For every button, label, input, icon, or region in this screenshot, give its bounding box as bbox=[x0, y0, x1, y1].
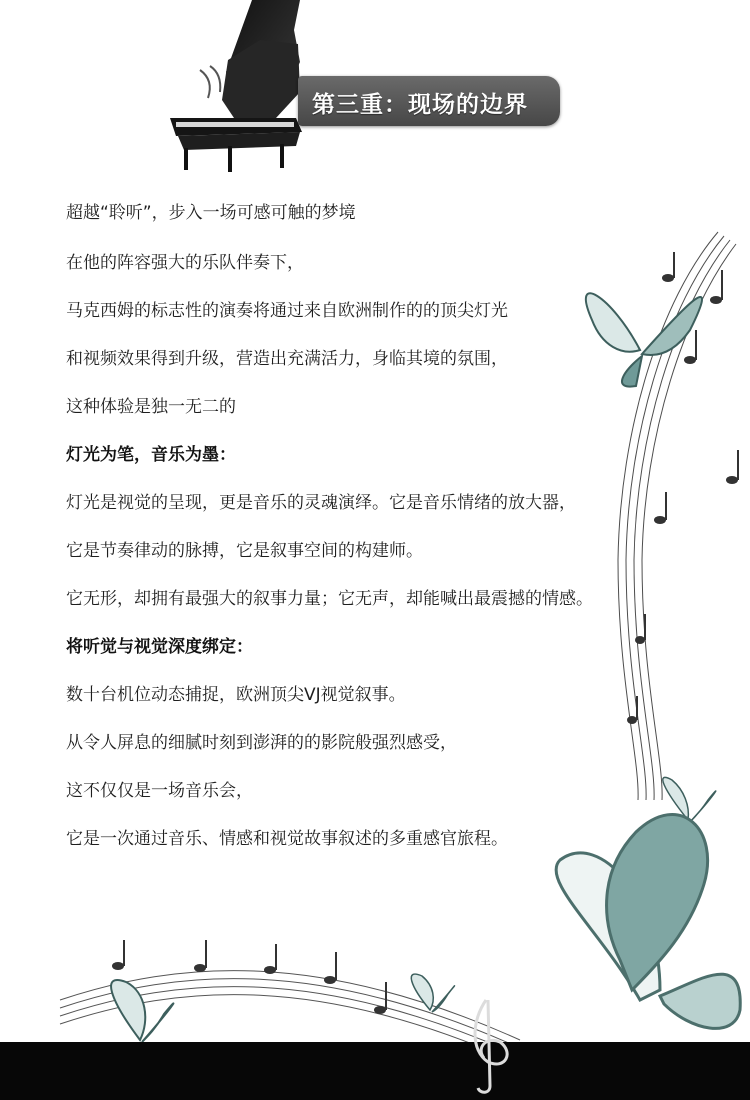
text-line: 灯光是视觉的呈现，更是音乐的灵魂演绎。它是音乐情绪的放大器， bbox=[66, 493, 576, 513]
text-line: 它是节奏律动的脉搏，它是叙事空间的构建师。 bbox=[66, 541, 423, 561]
butterfly-icon bbox=[411, 974, 454, 1012]
text-line: 数十台机位动态捕捉，欧洲顶尖VJ视觉叙事。 bbox=[66, 685, 406, 705]
bottom-band bbox=[0, 1042, 750, 1100]
text-line: 马克西姆的标志性的演奏将通过来自欧洲制作的的顶尖灯光 bbox=[66, 301, 508, 321]
butterfly-icon bbox=[111, 980, 173, 1042]
text-line: 它无形，却拥有最强大的叙事力量；它无声，却能喊出最震撼的情感。 bbox=[66, 589, 593, 609]
text-line: 这不仅仅是一场音乐会， bbox=[66, 781, 253, 801]
butterfly-icon bbox=[556, 814, 740, 1028]
subheading: 将听觉与视觉深度绑定： bbox=[66, 637, 253, 657]
section-title: 第三重：现场的边界 bbox=[312, 92, 528, 118]
text-line: 在他的阵容强大的乐队伴奏下， bbox=[66, 253, 304, 273]
section-banner bbox=[298, 76, 560, 126]
subheading: 灯光为笔，音乐为墨： bbox=[66, 445, 236, 465]
grand-piano-icon bbox=[170, 0, 302, 172]
text-line: 和视频效果得到升级，营造出充满活力，身临其境的氛围， bbox=[66, 349, 508, 369]
text-line: 这种体验是独一无二的 bbox=[66, 397, 236, 417]
text-line: 超越“聆听”，步入一场可感可触的梦境 bbox=[66, 203, 356, 223]
text-line: 从令人屏息的细腻时刻到澎湃的的影院般强烈感受， bbox=[66, 733, 457, 753]
text-line: 它是一次通过音乐、情感和视觉故事叙述的多重感官旅程。 bbox=[66, 829, 508, 849]
